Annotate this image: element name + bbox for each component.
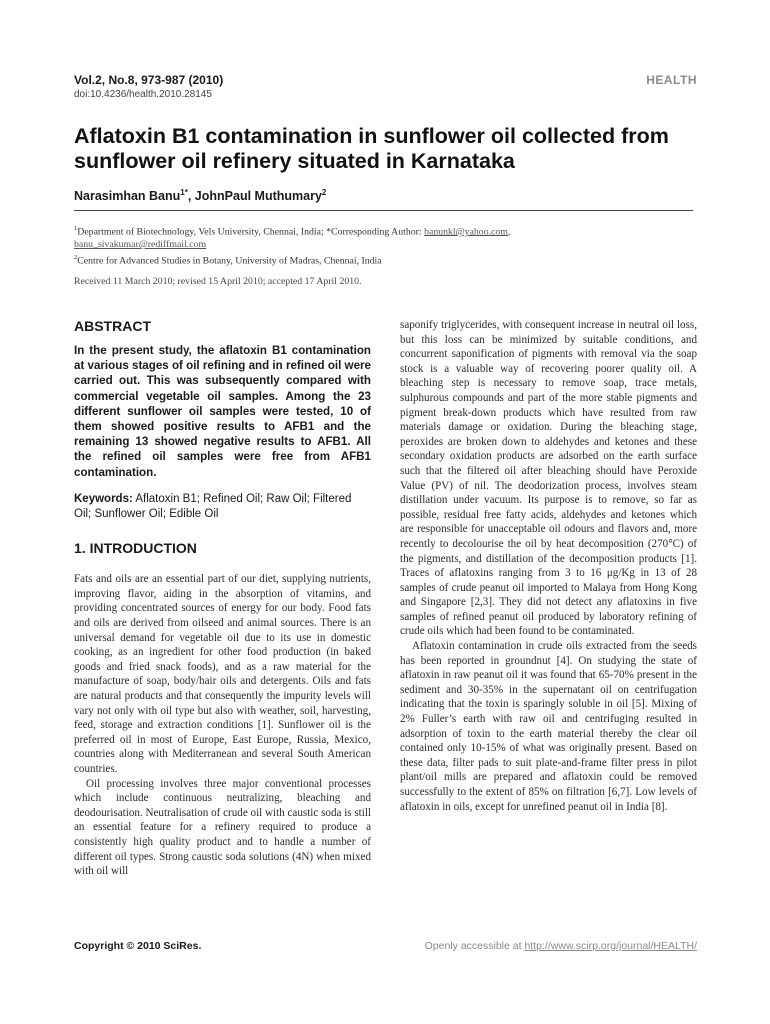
keywords-label: Keywords: [74, 492, 133, 505]
author-name: JohnPaul Muthumary [194, 189, 322, 204]
right-column [400, 318, 697, 814]
author-sup: 1* [180, 188, 188, 197]
paragraph: saponify triglycerides, with consequent increase in neutral oil loss, but this loss can be minimized by suitable conditions, and concurrent saponification of pigments with removal via the soap stock is a valuable way of recovering poorer quality oil. A bleaching step is necessary to remove soap, trace metals, sulphurous compounds and part of the more stable pigments and pigment break-down products which have resulted from raw materials damage or oxidation. During the bleaching stage, peroxides are broken down to aldehydes and ketones and these secondary oxidation products are adsorbed on the earth surface such that the filtered oil after bleaching should have Peroxide Value (PV) of nil. The deodorization process, involves steam distillation under vacuum. Its purpose is to remove, so far as possible, residual free fatty acids, aldehydes and ketones which are responsible for unacceptable oil odours and flavors and, more recently to decolourise the oil by heat decomposition (270°C) of the pigments, and distillation of the decomposition products [1]. Traces of aflatoxins ranging from 3 to 16 μg/Kg in 13 of 28 samples of crude peanut oil imported to Malaya from Hong Kong and Singapore [2,3]. They did not detect any aflatoxins in five samples of refined peanut oil produced by laboratory refining of crude oils which had been found to be contaminated. [400, 319, 697, 638]
abstract-heading: ABSTRACT [74, 318, 151, 334]
author-name: Narasimhan Banu [74, 189, 181, 204]
section-label: HEALTH [646, 73, 697, 87]
journal-reference: Vol.2, No.8, 973-987 (2010) [74, 73, 224, 87]
abstract-body: In the present study, the aflatoxin B1 contamination at various stages of oil refining and in refined oil were carried out. This was subsequently compared with commercial vegetable oil samples. Among the 23 different sunflower oil samples were tested, 10 of them showed positive results to AFB1 and the remaining 13 showed negative results to AFB1. All the refined oil samples were free from AFB1 contamination. [74, 344, 371, 479]
journal-link[interactable]: http://www.scirp.org/journal/HEALTH/ [524, 940, 697, 952]
affil-sup: 2 [74, 254, 78, 262]
paragraph: Oil processing involves three major conventional processes which include continuous neutralizing, bleaching and deodourisation. Neutralisation of crude oil with caustic soda is still an essential feature for a refinery required to produce a consistently high quality product and to handle a number of different oil types. Strong caustic soda solutions (4N) when mixed with oil will [74, 777, 372, 878]
section-heading-introduction: 1. INTRODUCTION [74, 540, 197, 557]
copyright: Copyright © 2010 SciRes. [74, 940, 202, 952]
email-link[interactable]: banu_sivakumar@rediffmail.com [74, 239, 207, 251]
keywords-list: Aflatoxin B1; Refined Oil; Raw Oil; Filtered Oil; Sunflower Oil; Edible Oil [74, 492, 352, 521]
paragraph: Aflatoxin contamination in crude oils extracted from the seeds has been reported in groundnut [4]. On studying the state of aflatoxin in raw peanut oil it was found that 65-70% present in the sediment and 30-35% in the supernatant oil on centrifugation indicating that the toxin is sparingly soluble in oil [5]. Mixing of 2% Fuller’s earth with raw oil and centrifuging resulted in adsorption of toxin to the earth material thereby the clear oil contained only 10-15% of what was originally present. Based on these data, filter pads to suit plate-and-frame filter press in pilot plant/oil mills are prepared and aflatoxin could be removed successfully to the extent of 85% on filtration [6,7]. Low levels of aflatoxin in oils, except for unrefined peanut oil in India [8]. [400, 640, 697, 813]
title-divider [74, 210, 693, 211]
left-column [74, 318, 371, 879]
open-access-note [425, 940, 697, 952]
author-list: Narasimhan Banu$^{1*}$, JohnPaul Muthumary$^2$ [74, 188, 327, 204]
author-sup: 2 [321, 188, 327, 197]
paper-title: Aflatoxin B1 contamination in sunflower oil collected from sunflower oil refinery situated in Karnataka [74, 124, 669, 173]
access-text: Openly accessible at [424, 940, 525, 952]
affiliation-2: Centre for Advanced Studies in Botany, University of Madras, Chennai, India [77, 255, 382, 267]
affiliations: $^1$Department of Biotechnology, Vels University, Chennai, India; *Corresponding Author: banunkl@yahoo.com, banu_sivakumar@rediffmail.com $^2$Centre for Advanced Studies in Botany, University of Madras, Chennai, India [74, 225, 511, 267]
paragraph: Fats and oils are an essential part of our diet, supplying nutrients, improving flavor, aiding in the absorption of vitamins, and providing concentrated sources of energy for our body. Food fats and oils are derived from oilseed and animal sources. There is an universal demand for vegetable oil due to its use in domestic cooking, as an ingredient for other food production (in baked goods and fried snack foods), and as a raw material for the manufacture of soap, body/hair oils and detergents. Oils and fats are natural products and that consequently the impurity levels will vary not only with oil type but also with weather, soil, harvesting, feed, storage and extraction conditions [1]. Sunflower oil is the preferred oil in most of Europe, East Europe, Russia, Mexico, countries along with Mediterranean and several South American countries. [74, 573, 371, 775]
email-link[interactable]: banunkl@yahoo.com [424, 226, 508, 238]
affil-sup: 1 [74, 225, 78, 232]
article-dates: Received 11 March 2010; revised 15 April 2010; accepted 17 April 2010. [74, 276, 362, 287]
doi: doi:10.4236/health.2010.28145 [74, 89, 212, 100]
keywords [74, 492, 371, 522]
affiliation-1: Department of Biotechnology, Vels University, Chennai, India; *Corresponding Author: [77, 226, 425, 238]
